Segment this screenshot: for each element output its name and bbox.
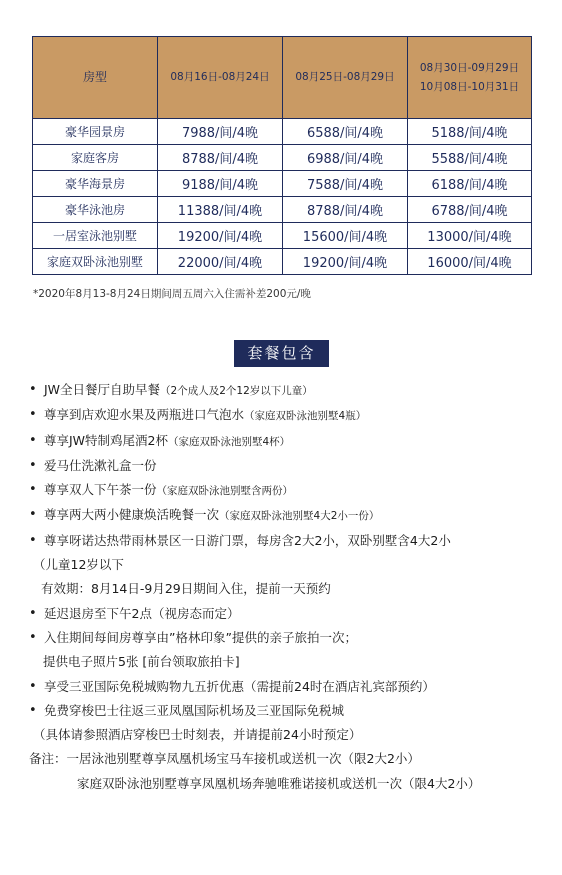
rate-table [32,36,532,275]
item-text: 尊享呀诺达热带雨林景区一日游门票，每房含2大2小，双卧别墅含4大2小 [44,532,451,548]
bullet-icon: • [29,382,37,397]
header-period-2: 08月25日-08月29日 [283,37,408,119]
item-text: 尊享到店欢迎水果及两瓶进口气泡水 [44,407,245,423]
bullet-icon: • [29,532,37,548]
bullet-icon: • [29,702,37,718]
list-item [29,378,549,403]
price-cell: 6988/间/4晚 [283,145,408,171]
bullet-icon: • [29,507,37,523]
bullet-icon: • [29,629,37,645]
price-cell: 7988/间/4晚 [158,119,283,145]
item-text: 免费穿梭巴士往返三亚凤凰国际机场及三亚国际免税城 [44,702,345,718]
price-cell: 5188/间/4晚 [408,119,532,145]
item-continuation: （儿童12岁以下 [33,557,124,573]
list-item [29,503,549,528]
room-type-cell: 豪华园景房 [33,119,158,145]
table-row [33,119,532,145]
list-item [29,403,549,428]
item-text: JW全日餐厅自助早餐 [44,382,161,397]
item-continuation: （具体请参照酒店穿梭巴士时刻表，并请提前24小时预定） [33,727,362,743]
bullet-icon: • [29,678,37,694]
header-room-type: 房型 [33,37,158,119]
bullet-icon: • [29,407,37,423]
package-title: 套餐包含 [234,340,329,367]
list-item [29,675,549,699]
table-row [33,197,532,223]
price-cell: 6188/间/4晚 [408,171,532,197]
list-item [29,478,549,503]
item-subtext: （家庭双卧泳池别墅4杯） [168,435,291,448]
price-cell: 19200/间/4晚 [158,223,283,249]
bullet-icon: • [29,457,37,473]
price-cell: 11388/间/4晚 [158,197,283,223]
item-continuation: 提供电子照片5张 [前台领取旅拍卡] [43,654,240,670]
list-item [29,699,549,723]
table-row [33,171,532,197]
room-type-cell: 豪华泳池房 [33,197,158,223]
list-item [29,626,549,650]
price-cell: 22000/间/4晚 [158,249,283,275]
item-text: 尊享两大两小健康焕活晚餐一次 [44,507,220,523]
room-type-cell: 豪华海景房 [33,171,158,197]
item-continuation: 有效期：8月14日-9月29日期间入住，提前一天预约 [41,581,331,597]
price-cell: 6788/间/4晚 [408,197,532,223]
item-subtext: （家庭双卧泳池别墅4瓶） [244,410,367,423]
header-period-1: 08月16日-08月24日 [158,37,283,119]
list-item [29,429,549,454]
surcharge-note: *2020年8月13-8月24日期间周五周六入住需补差200元/晚 [33,288,311,300]
list-item [29,602,549,626]
price-cell: 5588/间/4晚 [408,145,532,171]
price-cell: 8788/间/4晚 [158,145,283,171]
table-header-row [33,37,532,119]
price-cell: 19200/间/4晚 [283,249,408,275]
item-text: 延迟退房至下午2点（视房态而定） [44,605,240,621]
item-text: 尊享JW特制鸡尾酒2杯 [44,432,168,448]
price-cell: 6588/间/4晚 [283,119,408,145]
item-subtext: （2个成人及2个12岁以下儿童） [160,385,313,397]
remark-line: 家庭双卧泳池别墅尊享凤凰机场奔驰唯雅诺接机或送机一次（限4大2小） [77,775,481,791]
header-period-3 [408,37,532,119]
room-type-cell: 家庭客房 [33,145,158,171]
price-cell: 8788/间/4晚 [283,197,408,223]
item-text: 入住期间每间房尊享由”格林印象”提供的亲子旅拍一次； [44,629,357,645]
price-cell: 16000/间/4晚 [408,249,532,275]
item-subtext: （家庭双卧泳池别墅含两份） [156,485,294,498]
price-cell: 7588/间/4晚 [283,171,408,197]
price-cell: 9188/间/4晚 [158,171,283,197]
item-subtext: （家庭双卧泳池别墅4大2小一份） [219,510,380,523]
header-period-3a: 08月30日-09月29日 [419,61,520,74]
price-cell: 15600/间/4晚 [283,223,408,249]
list-item [29,454,549,478]
package-list [29,378,549,796]
bullet-icon: • [29,482,37,498]
room-type-cell: 家庭双卧泳池别墅 [33,249,158,275]
table-row [33,223,532,249]
table-row [33,145,532,171]
price-cell: 13000/间/4晚 [408,223,532,249]
room-type-cell: 一居室泳池别墅 [33,223,158,249]
item-text: 爱马仕洗漱礼盒一份 [44,457,157,473]
item-text: 享受三亚国际免税城购物九五折优惠（需提前24时在酒店礼宾部预约） [44,678,435,694]
table-row [33,249,532,275]
remark-line: 备注：一居泳池别墅尊享凤凰机场宝马车接机或送机一次（限2大2小） [29,751,420,767]
list-item [29,529,549,553]
bullet-icon: • [29,432,37,448]
bullet-icon: • [29,605,37,621]
item-text: 尊享双人下午茶一份 [44,482,157,498]
header-period-3b: 10月08日-10月31日 [419,80,520,93]
